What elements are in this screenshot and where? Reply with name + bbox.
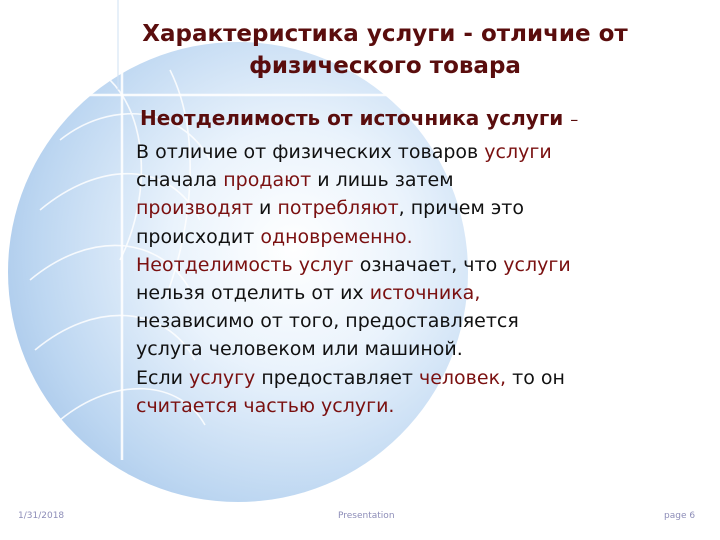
- footer-center: Presentation: [338, 511, 395, 521]
- body-text: то он: [506, 366, 565, 389]
- slide-body: [136, 138, 696, 420]
- body-text: сначала: [136, 169, 224, 192]
- slide-subtitle: [140, 104, 700, 134]
- body-line: [136, 194, 696, 222]
- body-text: услуга человеком или машиной.: [136, 338, 463, 361]
- body-paragraph: [136, 138, 696, 251]
- highlighted-text: услуги: [503, 253, 571, 276]
- body-line: [136, 166, 696, 194]
- highlighted-text: продают: [223, 169, 312, 192]
- subtitle-dash: –: [570, 110, 579, 129]
- subtitle-text: Неотделимость от источника услуги: [140, 106, 564, 130]
- highlighted-text: потребляют: [277, 197, 399, 220]
- body-text: В отличие от физических товаров: [136, 141, 485, 163]
- body-paragraph: [136, 251, 696, 364]
- body-paragraph: [136, 364, 696, 420]
- slide-title-line2: физического товара: [249, 53, 521, 79]
- highlighted-text: Неотделимость услуг: [136, 253, 354, 276]
- highlighted-text: человек,: [419, 366, 507, 389]
- body-text: нельзя отделить от их: [136, 282, 370, 305]
- body-line: [136, 251, 696, 279]
- highlighted-text: услуги: [484, 141, 552, 163]
- highlighted-text: источника,: [369, 282, 481, 305]
- highlighted-text: производят: [136, 197, 254, 220]
- body-text: , причем это: [398, 197, 524, 220]
- body-line: [136, 138, 696, 166]
- body-text: и лишь затем: [311, 169, 454, 192]
- footer-date: 1/31/2018: [18, 511, 65, 521]
- body-line: [136, 335, 696, 363]
- slide-title-line1: Характеристика услуги - отличие от: [142, 21, 628, 47]
- body-line: [136, 307, 696, 335]
- body-text: происходит: [136, 225, 261, 248]
- body-text: предоставляет: [255, 366, 419, 389]
- slide-title: [120, 18, 650, 82]
- highlighted-text: считается частью услуги.: [136, 394, 395, 417]
- body-line: [136, 364, 696, 392]
- body-text: и: [253, 197, 278, 220]
- body-text: Если: [136, 366, 189, 389]
- body-text: означает, что: [353, 253, 504, 276]
- body-line: [136, 223, 696, 251]
- footer-page: page 6: [664, 511, 696, 521]
- body-line: [136, 392, 696, 420]
- highlighted-text: услугу: [188, 366, 256, 389]
- highlighted-text: одновременно.: [260, 225, 413, 248]
- body-line: [136, 279, 696, 307]
- body-text: независимо от того, предоставляется: [136, 310, 519, 333]
